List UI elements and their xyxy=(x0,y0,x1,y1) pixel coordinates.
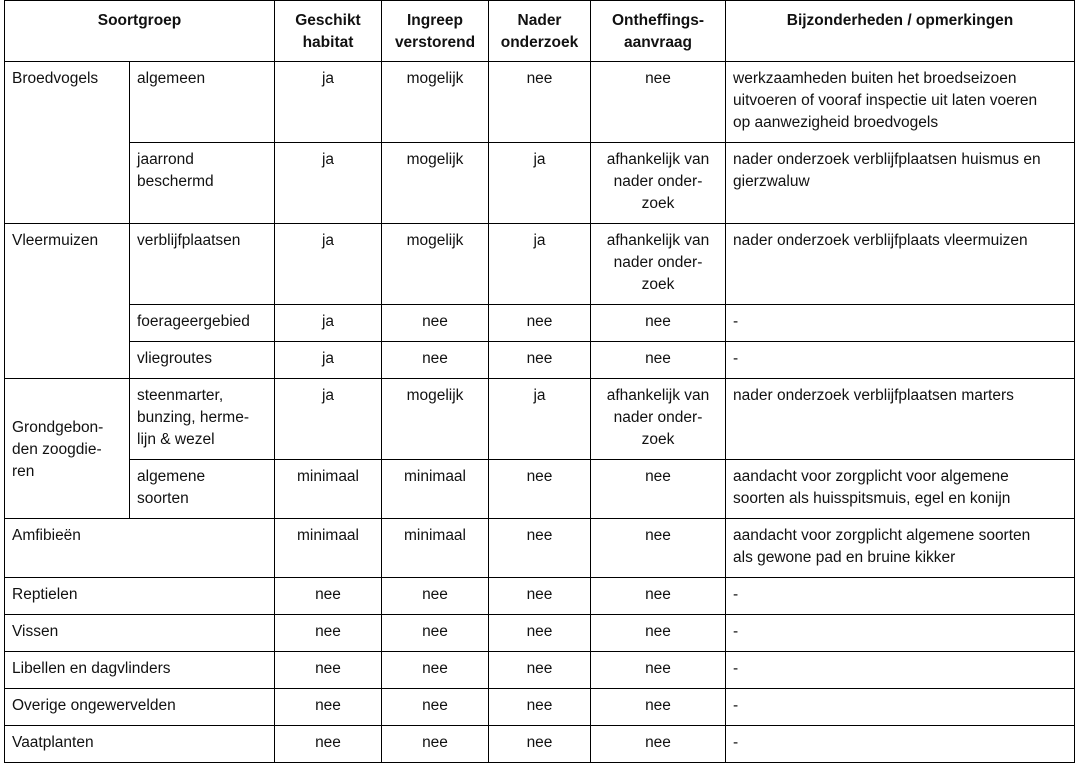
table-row xyxy=(5,689,1075,726)
opmerkingen-cell: nader onderzoek verblijfplaatsen huismus en gierzwaluw xyxy=(726,143,1075,224)
header-ontheffing: Ontheffings- aanvraag xyxy=(591,1,726,62)
ontheffing-cell: afhankelijk van nader onder- zoek xyxy=(591,143,726,224)
onderzoek-cell: nee xyxy=(489,519,591,578)
opmerkingen-cell: - xyxy=(726,615,1075,652)
habitat-cell: minimaal xyxy=(275,460,382,519)
group-vaatplanten: Vaatplanten xyxy=(5,726,275,763)
opmerkingen-cell: nader onderzoek verblijfplaats vleermuizen xyxy=(726,224,1075,305)
ontheffing-cell: afhankelijk van nader onder- zoek xyxy=(591,224,726,305)
subgroup-cell: foerageergebied xyxy=(130,305,275,342)
subgroup-cell: algemeen xyxy=(130,62,275,143)
header-ingreep: Ingreep verstorend xyxy=(382,1,489,62)
subgroup-cell: verblijfplaatsen xyxy=(130,224,275,305)
onderzoek-cell: nee xyxy=(489,652,591,689)
header-habitat: Geschikt habitat xyxy=(275,1,382,62)
table-row xyxy=(5,726,1075,763)
ingreep-cell: mogelijk xyxy=(382,62,489,143)
group-spacer xyxy=(5,143,130,224)
onderzoek-cell: nee xyxy=(489,578,591,615)
opmerkingen-cell: aandacht voor zorgplicht algemene soorten als gewone pad en bruine kikker xyxy=(726,519,1075,578)
ontheffing-cell: nee xyxy=(591,652,726,689)
header-row xyxy=(5,1,1075,62)
table-row xyxy=(5,652,1075,689)
group-vissen: Vissen xyxy=(5,615,275,652)
opmerkingen-cell: - xyxy=(726,689,1075,726)
onderzoek-cell: ja xyxy=(489,224,591,305)
onderzoek-cell: nee xyxy=(489,726,591,763)
ontheffing-cell: nee xyxy=(591,615,726,652)
onderzoek-cell: nee xyxy=(489,62,591,143)
opmerkingen-cell: - xyxy=(726,652,1075,689)
onderzoek-cell: ja xyxy=(489,143,591,224)
species-table xyxy=(4,0,1075,763)
habitat-cell: ja xyxy=(275,379,382,460)
group-grondgebonden: Grondgebon- den zoogdie- ren xyxy=(5,379,130,519)
ingreep-cell: mogelijk xyxy=(382,379,489,460)
habitat-cell: nee xyxy=(275,689,382,726)
table-row xyxy=(5,578,1075,615)
table-row xyxy=(5,143,1075,224)
opmerkingen-cell: nader onderzoek verblijfplaatsen marters xyxy=(726,379,1075,460)
ingreep-cell: nee xyxy=(382,615,489,652)
ingreep-cell: mogelijk xyxy=(382,143,489,224)
subgroup-cell: steenmarter, bunzing, herme- lijn & wezel xyxy=(130,379,275,460)
opmerkingen-cell: werkzaamheden buiten het broedseizoen uitvoeren of vooraf inspectie uit laten voeren op aanwezigheid broedvogels xyxy=(726,62,1075,143)
onderzoek-cell: nee xyxy=(489,615,591,652)
table-row xyxy=(5,519,1075,578)
ontheffing-cell: nee xyxy=(591,305,726,342)
group-amfibieen: Amfibieën xyxy=(5,519,275,578)
group-ongewervelden: Overige ongewervelden xyxy=(5,689,275,726)
habitat-cell: ja xyxy=(275,342,382,379)
group-vleermuizen: Vleermuizen xyxy=(5,224,130,305)
group-broedvogels: Broedvogels xyxy=(5,62,130,143)
group-spacer xyxy=(5,305,130,342)
group-libellen: Libellen en dagvlinders xyxy=(5,652,275,689)
habitat-cell: nee xyxy=(275,578,382,615)
ontheffing-cell: nee xyxy=(591,726,726,763)
onderzoek-cell: ja xyxy=(489,379,591,460)
habitat-cell: ja xyxy=(275,224,382,305)
ingreep-cell: nee xyxy=(382,578,489,615)
table-row xyxy=(5,342,1075,379)
onderzoek-cell: nee xyxy=(489,689,591,726)
header-opmerkingen: Bijzonderheden / opmerkingen xyxy=(726,1,1075,62)
ontheffing-cell: nee xyxy=(591,62,726,143)
onderzoek-cell: nee xyxy=(489,460,591,519)
subgroup-cell: vliegroutes xyxy=(130,342,275,379)
ingreep-cell: minimaal xyxy=(382,519,489,578)
table-row xyxy=(5,305,1075,342)
habitat-cell: ja xyxy=(275,62,382,143)
onderzoek-cell: nee xyxy=(489,342,591,379)
habitat-cell: nee xyxy=(275,652,382,689)
ingreep-cell: nee xyxy=(382,652,489,689)
ontheffing-cell: nee xyxy=(591,342,726,379)
table-row xyxy=(5,224,1075,305)
opmerkingen-cell: - xyxy=(726,726,1075,763)
ingreep-cell: minimaal xyxy=(382,460,489,519)
ingreep-cell: mogelijk xyxy=(382,224,489,305)
header-onderzoek: Nader onderzoek xyxy=(489,1,591,62)
ingreep-cell: nee xyxy=(382,305,489,342)
group-spacer xyxy=(5,342,130,379)
opmerkingen-cell: aandacht voor zorgplicht voor algemene soorten als huisspitsmuis, egel en konijn xyxy=(726,460,1075,519)
header-soortgroep: Soortgroep xyxy=(5,1,275,62)
table-row xyxy=(5,460,1075,519)
opmerkingen-cell: - xyxy=(726,305,1075,342)
table-row xyxy=(5,379,1075,460)
ingreep-cell: nee xyxy=(382,689,489,726)
habitat-cell: minimaal xyxy=(275,519,382,578)
habitat-cell: ja xyxy=(275,143,382,224)
table-row xyxy=(5,62,1075,143)
subgroup-cell: jaarrond beschermd xyxy=(130,143,275,224)
opmerkingen-cell: - xyxy=(726,342,1075,379)
ontheffing-cell: nee xyxy=(591,460,726,519)
group-reptielen: Reptielen xyxy=(5,578,275,615)
habitat-cell: nee xyxy=(275,615,382,652)
habitat-cell: nee xyxy=(275,726,382,763)
ingreep-cell: nee xyxy=(382,342,489,379)
opmerkingen-cell: - xyxy=(726,578,1075,615)
ontheffing-cell: nee xyxy=(591,578,726,615)
subgroup-cell: algemene soorten xyxy=(130,460,275,519)
ontheffing-cell: nee xyxy=(591,689,726,726)
ontheffing-cell: afhankelijk van nader onder- zoek xyxy=(591,379,726,460)
ingreep-cell: nee xyxy=(382,726,489,763)
ontheffing-cell: nee xyxy=(591,519,726,578)
table-row xyxy=(5,615,1075,652)
onderzoek-cell: nee xyxy=(489,305,591,342)
habitat-cell: ja xyxy=(275,305,382,342)
